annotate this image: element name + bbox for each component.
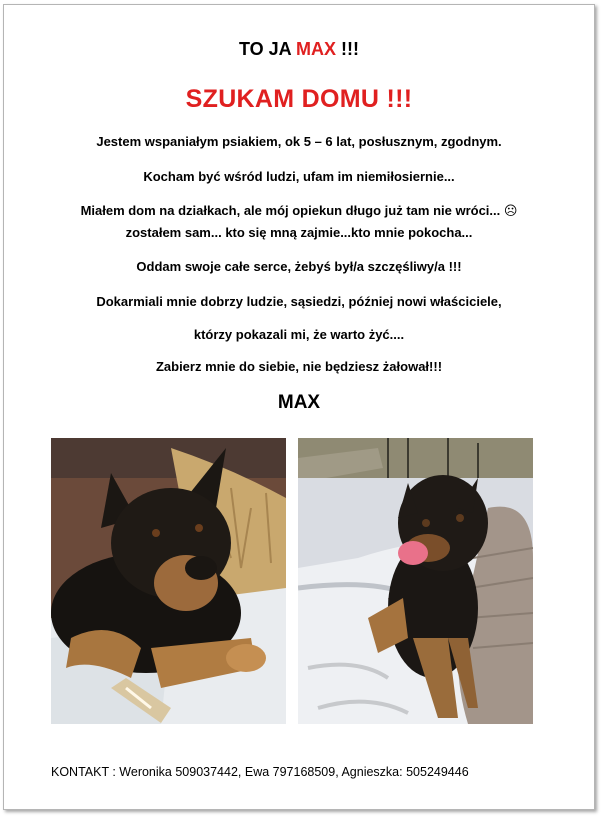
body-line: Jestem wspaniałym psiakiem, ok 5 – 6 lat, posłusznym, zgodnym. bbox=[96, 134, 502, 149]
body-line: Kocham być wśród ludzi, ufam im niemiłosiernie... bbox=[143, 169, 455, 184]
body-line: którzy pokazali mi, że warto żyć.... bbox=[193, 327, 405, 342]
dog-name-heading: MAX bbox=[277, 392, 321, 413]
body-line: Oddam swoje całe serce, żebyś był/a szczęśliwy/a !!! bbox=[136, 259, 462, 274]
title-suffix: !!! bbox=[336, 39, 359, 59]
body-line: Miałem dom na działkach, ale mój opiekun długo już tam nie wróci... ☹ bbox=[80, 203, 518, 218]
contact-info: KONTAKT : Weronika 509037442, Ewa 797168509, Agnieszka: 505249446 bbox=[51, 765, 469, 779]
dog-lying-on-straw-photo bbox=[51, 438, 286, 724]
body-line: Dokarmiali mnie dobrzy ludzie, sąsiedzi, później nowi właściciele, bbox=[96, 294, 502, 309]
poster-page bbox=[3, 4, 595, 810]
title-dog-name: MAX bbox=[296, 39, 337, 59]
body-line: Zabierz mnie do siebie, nie będziesz żałował!!! bbox=[155, 359, 443, 374]
body-line: zostałem sam... kto się mną zajmie...kto mnie pokocha... bbox=[125, 225, 473, 240]
poster-headline: SZUKAM DOMU !!! bbox=[185, 85, 413, 113]
poster-title bbox=[4, 39, 594, 60]
title-prefix: TO JA bbox=[239, 39, 297, 59]
dog-held-in-snow-photo bbox=[298, 438, 533, 724]
